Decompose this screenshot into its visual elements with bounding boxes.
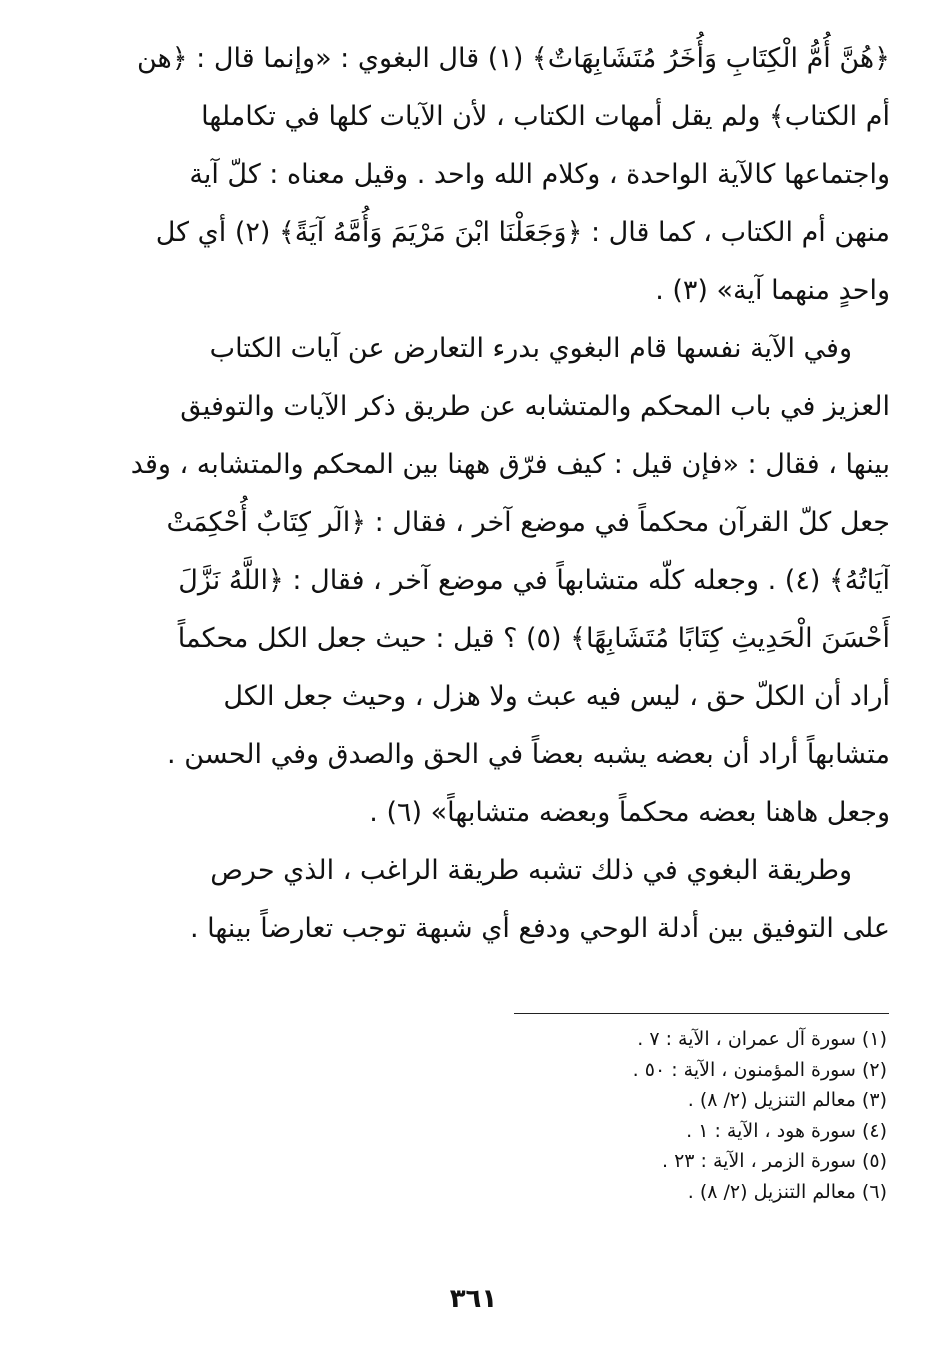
text-line: العزيز في باب المحكم والمتشابه عن طريق ذكر الآيات والتوفيق — [180, 391, 890, 422]
text-line: على التوفيق بين أدلة الوحي ودفع أي شبهة توجب تعارضاً بينها . — [189, 913, 890, 944]
text-line: واجتماعها كالآية الواحدة ، وكلام الله واحد . وقيل معناه : كلّ آية — [189, 159, 890, 190]
footnote: (٤) سورة هود ، الآية : ١ . — [686, 1119, 887, 1142]
text-line: منهن أم الكتاب ، كما قال : ﴿وَجَعَلْنَا ابْنَ مَرْيَمَ وَأُمَّهُ آيَةً﴾ (٢) أي كل — [155, 217, 890, 248]
footnote: (٥) سورة الزمر ، الآية : ٢٣ . — [661, 1150, 887, 1172]
text-line: وفي الآية نفسها قام البغوي بدرء التعارض عن آيات الكتاب — [209, 333, 852, 364]
text-line: متشابهاً أراد أن بعضه يشبه بعضاً في الحق والصدق وفي الحسن . — [167, 739, 890, 770]
text-line: بينها ، فقال : «فإن قيل : كيف فرّق ههنا بين المحكم والمتشابه ، وقد — [130, 449, 890, 480]
text-line: جعل كلّ القرآن محكماً في موضع آخر ، فقال : ﴿الٓر كِتَابٌ أُحْكِمَتْ — [166, 507, 890, 538]
text-line: آيَاتُهُ﴾ (٤) . وجعله كلّه متشابهاً في موضع آخر ، فقال : ﴿اللَّهُ نَزَّلَ — [178, 565, 890, 596]
footnote: (٢) سورة المؤمنون ، الآية : ٥٠ . — [632, 1058, 887, 1081]
paragraph-1 — [108, 30, 890, 320]
paragraph-2 — [108, 320, 890, 842]
footnote: (١) سورة آل عمران ، الآية : ٧ . — [637, 1028, 887, 1050]
footnote-separator — [514, 1013, 889, 1014]
main-text — [108, 30, 890, 958]
text-line: وجعل هاهنا بعضه محكماً وبعضه متشابهاً» (٦) . — [369, 797, 890, 828]
text-line: ﴿هُنَّ أُمُّ الْكِتَابِ وَأُخَرُ مُتَشَابِهَاتٌ﴾ (١) قال البغوي : «وإنما قال : ﴿هن — [136, 43, 890, 74]
footnote: (٣) معالم التنزيل (٢/ ٨) . — [687, 1089, 887, 1111]
paragraph-3 — [108, 842, 890, 958]
text-line: وطريقة البغوي في ذلك تشبه طريقة الراغب ، الذي حرص — [210, 855, 852, 886]
text-line: أم الكتاب﴾ ولم يقل أمهات الكتاب ، لأن الآيات كلها في تكاملها — [201, 101, 890, 132]
text-line: أراد أن الكلّ حق ، ليس فيه عبث ولا هزل ، وحيث جعل الكل — [223, 681, 890, 712]
text-line: واحدٍ منهما آية» (٣) . — [655, 275, 890, 306]
footnote: (٦) معالم التنزيل (٢/ ٨) . — [687, 1180, 887, 1203]
footnotes — [467, 1024, 887, 1207]
text-line: أَحْسَنَ الْحَدِيثِ كِتَابًا مُتَشَابِهًا﴾ (٥) ؟ قيل : حيث جعل الكل محكماً — [177, 623, 890, 654]
page-number: ٣٦١ — [449, 1284, 498, 1314]
